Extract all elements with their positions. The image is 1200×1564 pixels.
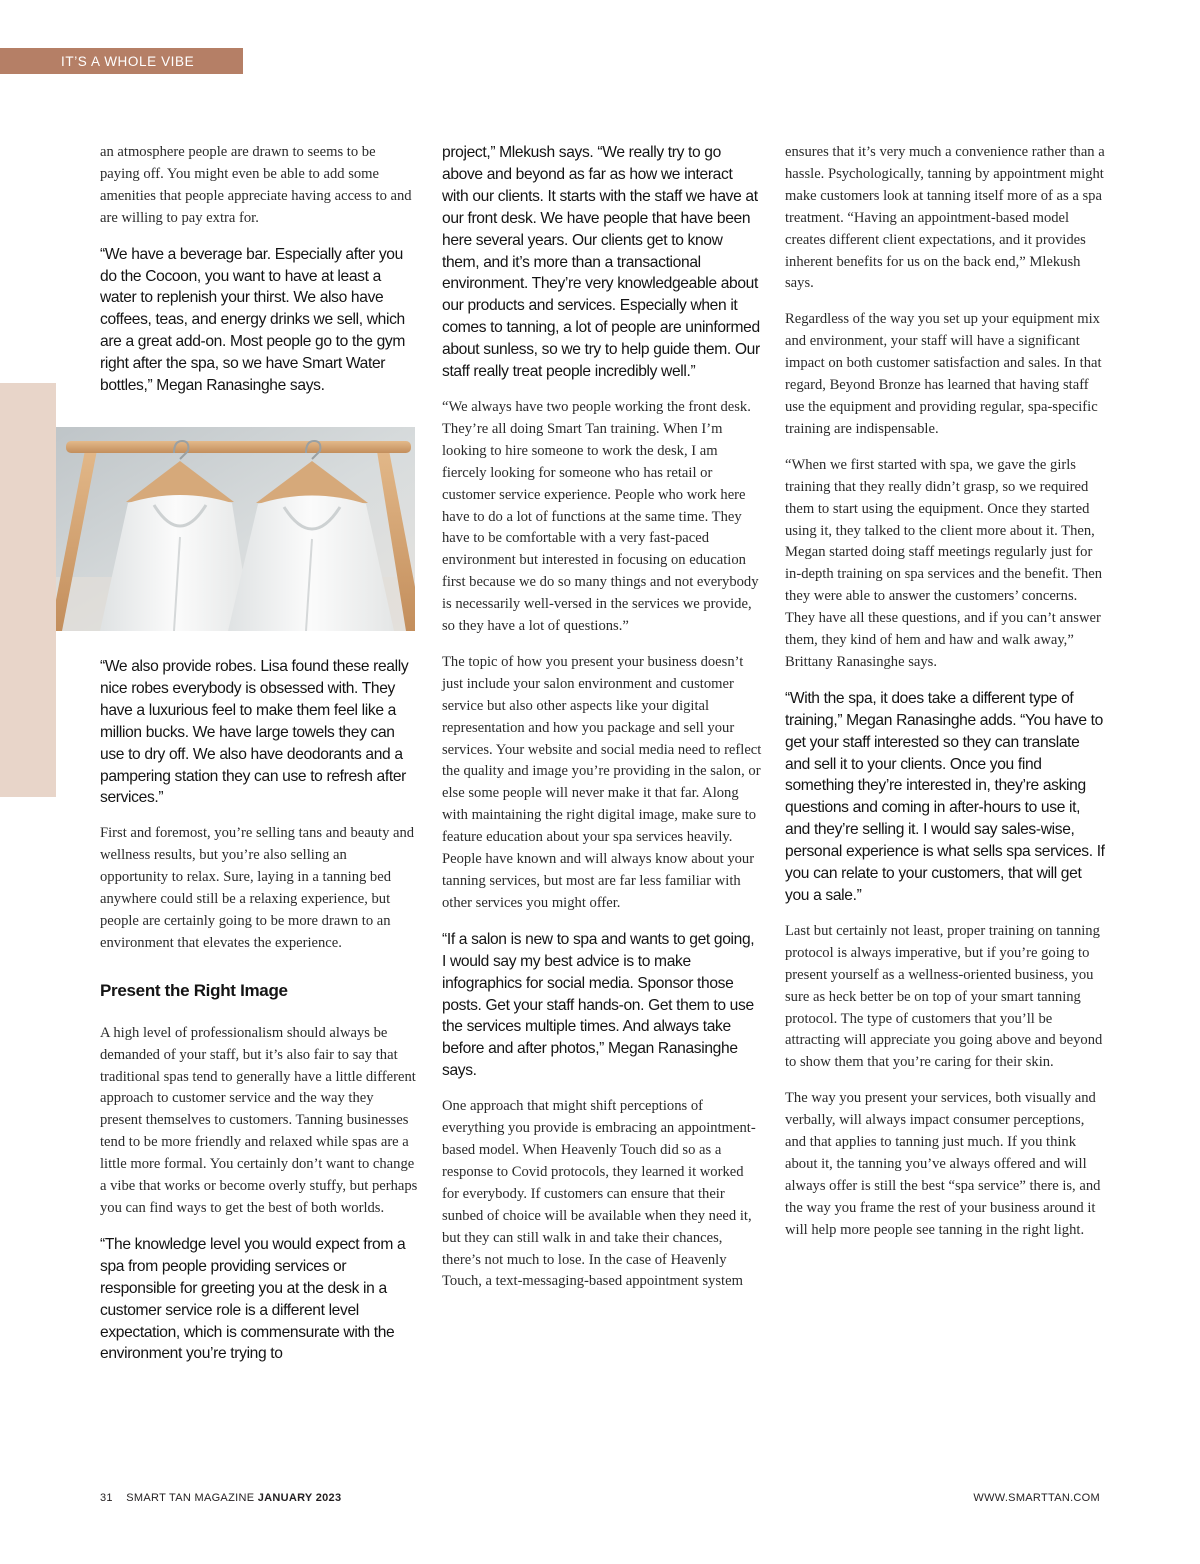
section-subheading: Present the Right Image	[100, 980, 288, 1000]
page-number: 31	[100, 1492, 113, 1504]
pull-quote: “With the spa, it does take a different type of training,” Megan Ranasinghe adds. “You have to get your staff interested so they can translate and sell it to your clients. Once you find something they’re interested in, they’re asking questions and coming in after-hours to use it, and they’re selling it. I would say sales-wise, personal experience is what sells spa services. If you can relate to your customers, that will get you a sale.”	[785, 689, 1105, 904]
body-paragraph: Last but certainly not least, proper training on tanning protocol is always imperative, but if you’re going to present yourself as a wellness-oriented business, you sure as heck better be on top of your smart tanning protocol. The type of customers that you’ll be attracting will appreciate you going above and beyond to show them that you’re caring for their skin.	[785, 922, 1103, 1071]
body-paragraph: First and foremost, you’re selling tans and beauty and wellness results, but you’re also selling an opportunity to relax. Sure, laying in a tanning bed anywhere could still be a relaxing experience, but people are certainly going to be more drawn to an environment that elevates the experience.	[100, 825, 415, 951]
body-paragraph: an atmosphere people are drawn to seems to be paying off. You might even be able to add some amenities that people appreciate having access to and are willing to pay extra for.	[100, 144, 412, 226]
footer-website[interactable]: WWW.SMARTTAN.COM	[973, 1492, 1100, 1504]
pull-quote: project,” Mlekush says. “We really try to go above and beyond as far as how we interact with our clients. It starts with the staff we have at our front desk. We have people that have been here several years. Our clients get to know them, and it’s more than a transactional environment. They’re very knowledgeable about our products and services. Especially when it comes to tanning, a lot of people are uninformed about sunless, so we try to help guide them. Our staff really treat people incredibly well.”	[442, 144, 760, 381]
decorative-side-block	[0, 383, 56, 797]
body-paragraph: Regardless of the way you set up your equipment mix and environment, your staff will have a significant impact on both customer satisfaction and sales. In that regard, Beyond Bronze has learned that having staff use the equipment and providing regular, spa-specific training are indispensable.	[785, 311, 1102, 437]
column-3	[785, 142, 1105, 1256]
pull-quote: “We also provide robes. Lisa found these really nice robes everybody is obsessed with. They have a luxurious feel to make them feel like a million bucks. We have large towels they can use to dry off. We also have deodorants and a pampering station they can use to refresh after services.”	[100, 657, 409, 807]
robes-on-rack-photo	[56, 427, 415, 631]
pull-quote: “We have a beverage bar. Especially after you do the Cocoon, you want to have at least a water to replenish your thirst. We also have coffees, teas, and energy drinks we sell, which are a great add-on. Most people go to the gym right after the spa, so we have Smart Water bottles,” Megan Ranasinghe says.	[100, 245, 405, 395]
pull-quote: “If a salon is new to spa and wants to get going, I would say my best advice is to make infographics for social media. Sponsor those posts. Get your staff hands-on. Get them to use the services multiple times. And always take before and after photos,” Megan Ranasinghe says.	[442, 930, 755, 1080]
column-2	[442, 142, 762, 1307]
body-paragraph: ensures that it’s very much a convenience rather than a hassle. Psychologically, tanning by appointment might make customers look at tanning itself more of as a spa treatment. “Having an appointment-based model creates different client expectations, and it provides inherent benefits for us on the back end,” Mlekush says.	[785, 144, 1105, 292]
pull-quote: “The knowledge level you would expect from a spa from people providing services or responsible for greeting you at the desk in a customer service role is a different level expectation, which is commensurate with the environment you’re trying to	[100, 1235, 406, 1363]
body-paragraph: The topic of how you present your business doesn’t just include your salon environment and customer service but also other aspects like your digital representation and how you package and sell your services. Your website and social media need to reflect the quality and image you’re providing in the salon, or else some people will never make it that far. Along with maintaining the right digital image, make sure to feature education about your spa services heavily. People have known and will always know about your tanning services, but most are far less familiar with other services you might offer.	[442, 653, 762, 911]
body-paragraph: The way you present your services, both visually and verbally, will always impact consumer perceptions, and that applies to tanning just much. If you think about it, the tanning you’ve always offered and will always offer is still the best “spa service” there is, and the way you frame the rest of your business around it will help more people see tanning in the right light.	[785, 1090, 1101, 1238]
issue-date: JANUARY 2023	[257, 1492, 342, 1504]
body-paragraph: “When we first started with spa, we gave the girls training that they really didn’t grasp, so we required them to start using the equipment. Once they started using it, they talked to the client more about it. Then, Megan started doing staff meetings regularly just for in-depth training on spa services and the benefit. Then they were able to answer the customers’ concerns. They have all these questions, and if you can’t answer them, they kind of hem and haw and walk away,” Brittany Ranasinghe says.	[785, 456, 1103, 670]
body-paragraph: One approach that might shift perceptions of everything you provide is embracing an appointment-based model. When Heavenly Touch did so as a response to Covid protocols, they learned it worked for everybody. If customers can ensure that their sunbed of choice will be available when they need it, but they can still walk in and take their chances, there’s not much to lose. In the case of Heavenly Touch, a text-messaging-based appointment system	[442, 1098, 756, 1290]
magazine-name: SMART TAN MAGAZINE	[126, 1492, 255, 1504]
section-label: IT’S A WHOLE VIBE	[0, 48, 243, 74]
footer-left	[100, 1492, 341, 1504]
body-paragraph: “We always have two people working the front desk. They’re all doing Smart Tan training. When I’m looking to hire someone to work the desk, I am fiercely looking for someone who has retail or customer service experience. People who work here have to do a lot of functions at the same time. They have to be comfortable with a very fast-paced environment but interested in focusing on education first because we do so many things and not everybody is necessarily well-versed in the services we provide, so they have a lot of questions.”	[442, 398, 759, 635]
column-1	[100, 142, 418, 1379]
body-paragraph: A high level of professionalism should always be demanded of your staff, but it’s also fair to say that traditional spas tend to generally have a little different approach to customer service and the way they present themselves to customers. Tanning businesses tend to be more friendly and relaxed while spas are a little more formal. You certainly don’t want to change a vibe that works or become overly stuffy, but perhaps you can find ways to get the best of both worlds.	[100, 1024, 418, 1216]
